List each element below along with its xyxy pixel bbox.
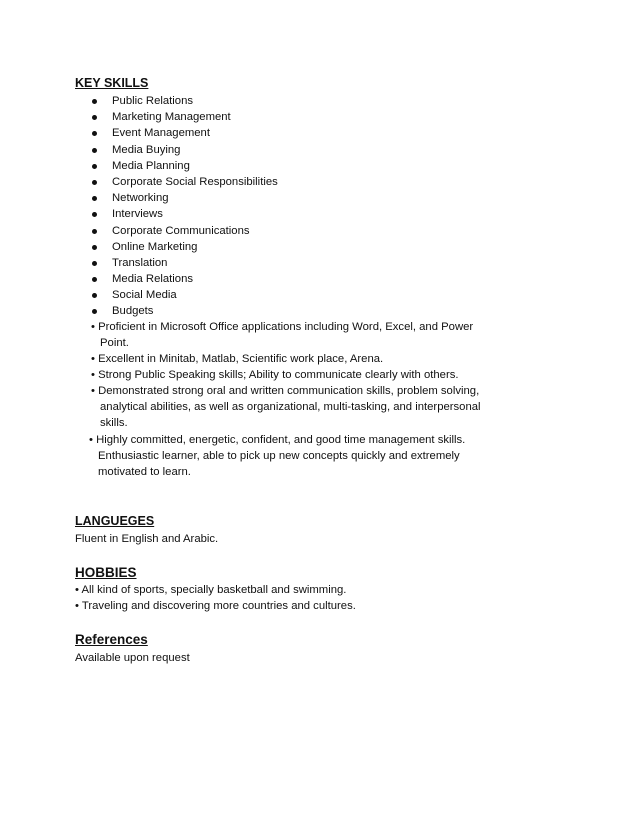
bullet-icon bbox=[92, 229, 97, 234]
bullet-icon bbox=[92, 245, 97, 250]
list-item: Translation bbox=[92, 255, 278, 271]
bullet-icon bbox=[92, 131, 97, 136]
hobbies-heading: HOBBIES bbox=[75, 565, 137, 580]
skill-committed-cont2: motivated to learn. bbox=[98, 466, 191, 478]
list-item: Budgets bbox=[92, 303, 278, 319]
skill-committed: • Highly committed, energetic, confident, and good time management skills. bbox=[89, 434, 466, 446]
skill-communication-cont2: skills. bbox=[100, 417, 128, 429]
list-item: Media Planning bbox=[92, 158, 278, 174]
references-heading: References bbox=[75, 632, 148, 647]
bullet-icon bbox=[92, 277, 97, 282]
key-skills-heading: KEY SKILLS bbox=[75, 76, 149, 90]
list-item: Interviews bbox=[92, 206, 278, 222]
list-item: Marketing Management bbox=[92, 109, 278, 125]
skill-office: • Proficient in Microsoft Office applications including Word, Excel, and Power bbox=[91, 321, 474, 333]
skill-communication-cont: analytical abilities, as well as organizational, multi-tasking, and interpersonal bbox=[100, 401, 481, 413]
bullet-icon bbox=[92, 293, 97, 298]
list-item: Media Relations bbox=[92, 271, 278, 287]
bullet-icon bbox=[92, 212, 97, 217]
bullet-icon bbox=[92, 180, 97, 185]
bullet-icon bbox=[92, 115, 97, 120]
hobby-sports: • All kind of sports, specially basketball and swimming. bbox=[75, 584, 347, 596]
list-item: Public Relations bbox=[92, 93, 278, 109]
bullet-icon bbox=[92, 261, 97, 266]
bullet-icon bbox=[92, 196, 97, 201]
skill-software: • Excellent in Minitab, Matlab, Scientific work place, Arena. bbox=[91, 353, 384, 365]
bullet-icon bbox=[92, 148, 97, 153]
list-item: Corporate Communications bbox=[92, 223, 278, 239]
list-item: Social Media bbox=[92, 287, 278, 303]
list-item: Online Marketing bbox=[92, 239, 278, 255]
skill-communication: • Demonstrated strong oral and written communication skills, problem solving, bbox=[91, 385, 480, 397]
skill-public-speaking: • Strong Public Speaking skills; Ability to communicate clearly with others. bbox=[91, 369, 459, 381]
bullet-icon bbox=[92, 164, 97, 169]
bullet-icon bbox=[92, 309, 97, 314]
key-skills-list bbox=[92, 93, 278, 320]
languages-heading: LANGUEGES bbox=[75, 514, 155, 528]
references-text: Available upon request bbox=[75, 652, 190, 664]
skill-office-cont: Point. bbox=[100, 337, 129, 349]
languages-text: Fluent in English and Arabic. bbox=[75, 533, 219, 545]
list-item: Media Buying bbox=[92, 142, 278, 158]
bullet-icon bbox=[92, 99, 97, 104]
list-item: Networking bbox=[92, 190, 278, 206]
list-item: Event Management bbox=[92, 125, 278, 141]
skill-committed-cont: Enthusiastic learner, able to pick up new concepts quickly and extremely bbox=[98, 450, 460, 462]
list-item: Corporate Social Responsibilities bbox=[92, 174, 278, 190]
hobby-traveling: • Traveling and discovering more countries and cultures. bbox=[75, 600, 356, 612]
